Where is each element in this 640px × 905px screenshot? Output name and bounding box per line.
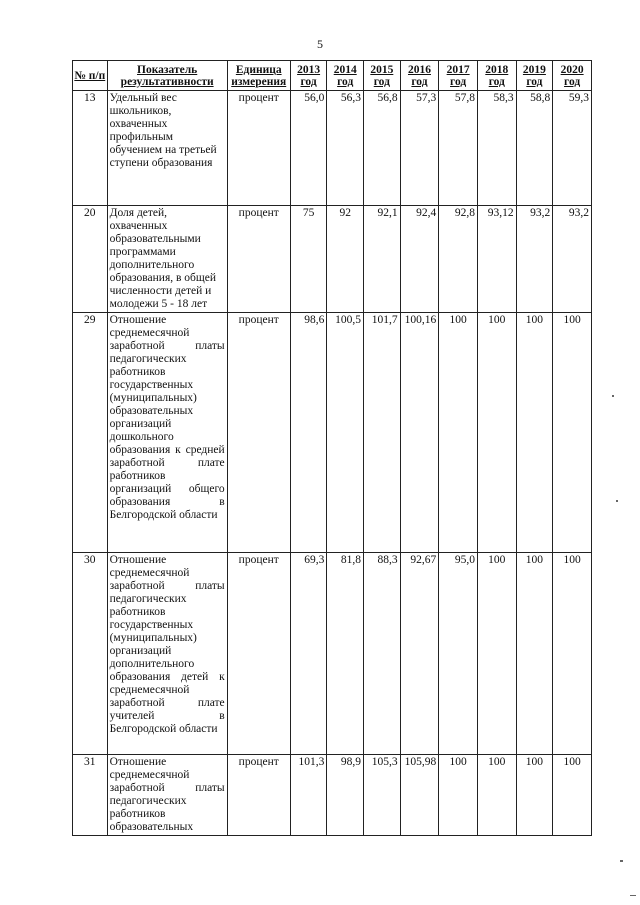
unit-cell: процент (227, 313, 290, 553)
value-cell: 95,0 (439, 553, 478, 755)
indicator-name: Доля детей, охваченных образовательными программами дополнительного образования, в общей численности детей и молодежи 5 - 18 лет (107, 206, 227, 313)
table-row (73, 91, 592, 206)
indicator-name: Отношение среднемесячной заработной платы педагогических работников государственных (муниципальных) образовательных организаций дошкольного образования к средней заработной плате работников организаций общего образования в Белгородской области (107, 313, 227, 553)
value-cell: 100 (439, 755, 478, 836)
value-cell: 100 (477, 755, 516, 836)
value-cell: 59,3 (553, 91, 592, 206)
header-indicator: Показатель результативности (107, 61, 227, 91)
value-cell: 81,8 (327, 553, 364, 755)
scan-speck (630, 895, 636, 896)
scan-speck (616, 500, 618, 502)
value-cell: 92,8 (439, 206, 478, 313)
value-cell: 101,7 (364, 313, 401, 553)
value-cell: 75 (290, 206, 327, 313)
header-year-2015: 2015 год (364, 61, 401, 91)
header-year-2019: 2019 год (516, 61, 553, 91)
value-cell: 56,8 (364, 91, 401, 206)
value-cell: 100 (516, 553, 553, 755)
value-cell: 93,12 (477, 206, 516, 313)
indicator-name: Отношение среднемесячной заработной платы педагогических работников образовательных (107, 755, 227, 836)
page-number: 5 (317, 37, 323, 51)
row-number: 20 (73, 206, 108, 313)
value-cell: 100 (553, 313, 592, 553)
table-row (73, 755, 592, 836)
value-cell: 100 (553, 755, 592, 836)
value-cell: 56,0 (290, 91, 327, 206)
value-cell: 100,5 (327, 313, 364, 553)
header-year-2020: 2020 год (553, 61, 592, 91)
unit-cell: процент (227, 553, 290, 755)
value-cell: 98,6 (290, 313, 327, 553)
value-cell: 88,3 (364, 553, 401, 755)
value-cell: 69,3 (290, 553, 327, 755)
value-cell: 57,3 (400, 91, 439, 206)
scan-speck (620, 860, 623, 862)
row-number: 30 (73, 553, 108, 755)
table-row (73, 553, 592, 755)
value-cell: 93,2 (516, 206, 553, 313)
header-unit: Единица измерения (227, 61, 290, 91)
value-cell: 92,4 (400, 206, 439, 313)
header-number: № п/п (73, 61, 108, 91)
header-year-2017: 2017 год (439, 61, 478, 91)
row-number: 29 (73, 313, 108, 553)
value-cell: 105,98 (400, 755, 439, 836)
unit-cell: процент (227, 91, 290, 206)
value-cell: 93,2 (553, 206, 592, 313)
table-row (73, 206, 592, 313)
indicator-name: Удельный вес школьников, охваченных профильным обучением на третьей ступени образования (107, 91, 227, 206)
value-cell: 98,9 (327, 755, 364, 836)
row-number: 31 (73, 755, 108, 836)
value-cell: 58,3 (477, 91, 516, 206)
header-year-2016: 2016 год (400, 61, 439, 91)
indicators-table (72, 60, 592, 836)
value-cell: 100 (439, 313, 478, 553)
row-number: 13 (73, 91, 108, 206)
table-row (73, 313, 592, 553)
indicator-name: Отношение среднемесячной заработной платы педагогических работников государственных (муниципальных) организаций дополнительного образования детей к среднемесячной заработной плате учителей в Белгородской области (107, 553, 227, 755)
value-cell: 58,8 (516, 91, 553, 206)
value-cell: 100,16 (400, 313, 439, 553)
value-cell: 56,3 (327, 91, 364, 206)
unit-cell: процент (227, 206, 290, 313)
unit-cell: процент (227, 755, 290, 836)
value-cell: 92,1 (364, 206, 401, 313)
header-year-2018: 2018 год (477, 61, 516, 91)
value-cell: 100 (553, 553, 592, 755)
value-cell: 57,8 (439, 91, 478, 206)
value-cell: 100 (516, 755, 553, 836)
value-cell: 100 (477, 553, 516, 755)
scan-speck (612, 395, 614, 397)
value-cell: 100 (516, 313, 553, 553)
header-year-2013: 2013 год (290, 61, 327, 91)
value-cell: 92 (327, 206, 364, 313)
value-cell: 100 (477, 313, 516, 553)
header-year-2014: 2014 год (327, 61, 364, 91)
value-cell: 92,67 (400, 553, 439, 755)
value-cell: 101,3 (290, 755, 327, 836)
value-cell: 105,3 (364, 755, 401, 836)
table-header-row (73, 61, 592, 91)
